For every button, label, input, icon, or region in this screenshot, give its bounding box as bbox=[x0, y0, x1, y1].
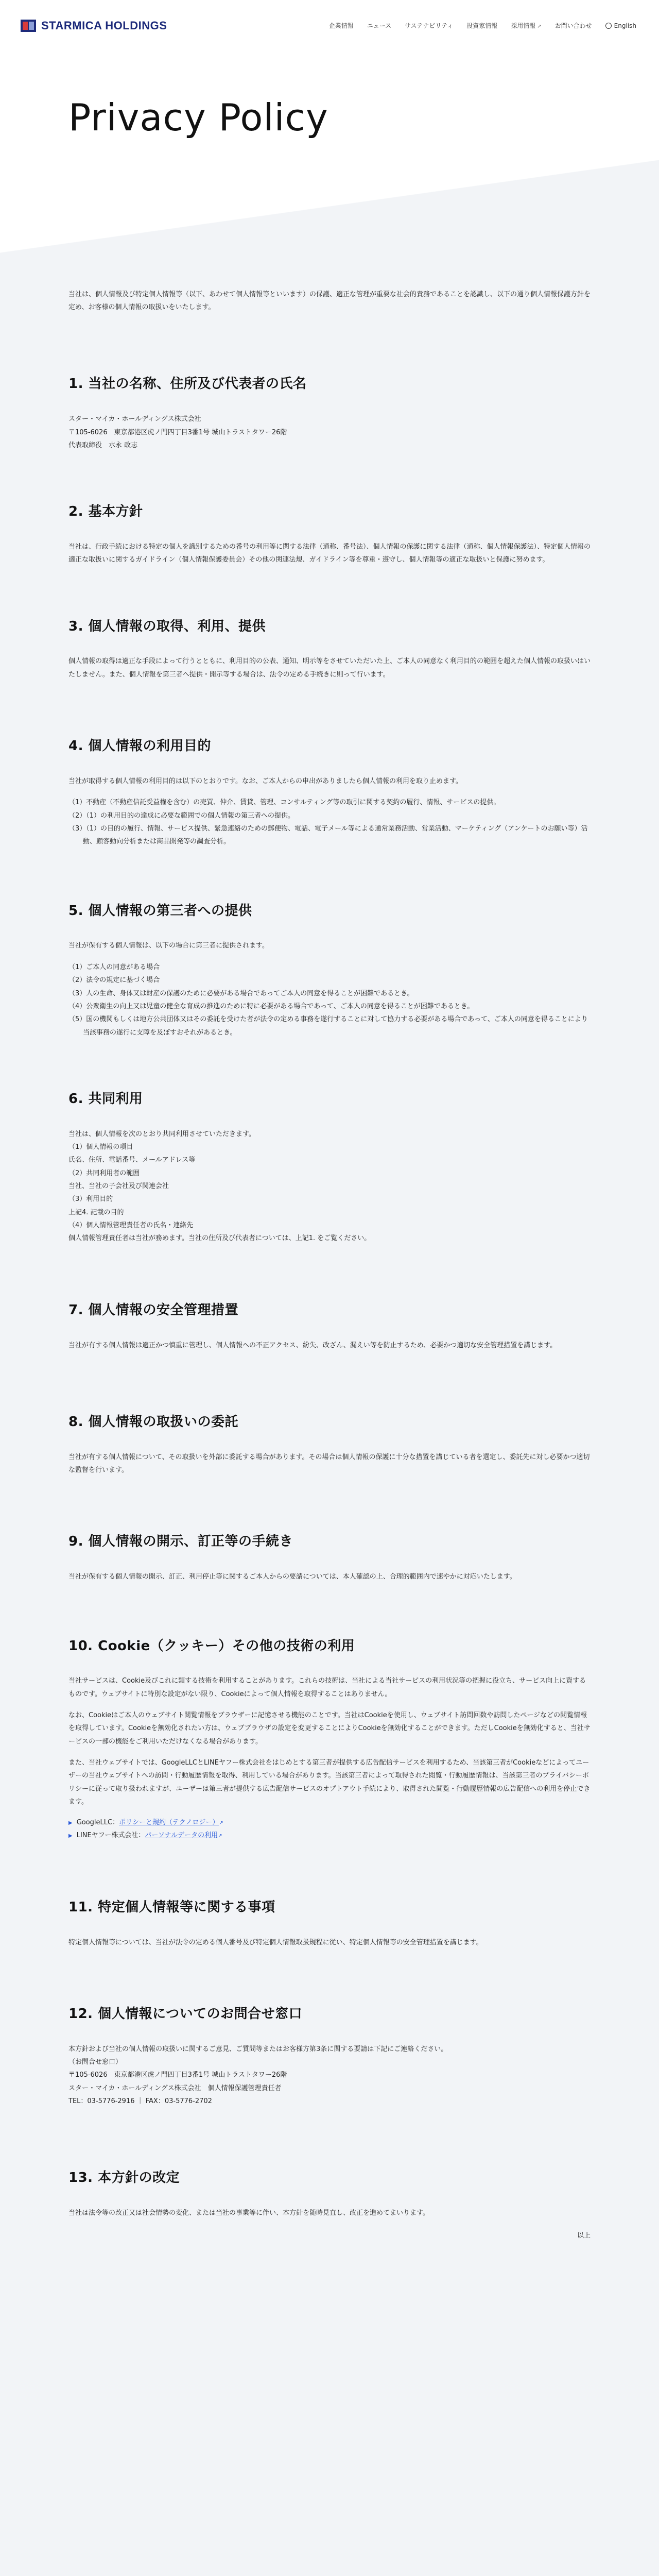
section-title: 4. 個人情報の利用目的 bbox=[68, 738, 212, 754]
arrow-right-icon: ▶ bbox=[68, 1833, 73, 1839]
section-paragraph: 当社は、行政手続における特定の個人を識別するための番号の利用等に関する法律（通称、番号法）、個人情報の保護に関する法律（通称、個人情報保護法）、特定個人情報の適正な取扱いに関するガイドライン（個人情報保護委員会）その他の関連法規、ガイドライン等を尊重・遵守し、個人情報等の適正な取扱いと保護に努めます。 bbox=[68, 543, 591, 564]
policy-section bbox=[68, 2006, 591, 2108]
nav-ir[interactable]: 投資家情報 bbox=[466, 22, 498, 29]
section-paragraph: 当社が保有する個人情報は、以下の場合に第三者に提供されます。 bbox=[68, 942, 269, 950]
section-paragraph: 個人情報の取得は適正な手段によって行うとともに、利用目的の公表、通知、明示等をさせていただいた上、ご本人の同意なく利用目的の範囲を超えた個人情報の取扱いはいたしません。また、個人情報を第三者へ提供・開示等する場合は、法令の定める手続きに則って行います。 bbox=[68, 657, 591, 679]
logo-text: STARMICA HOLDINGS bbox=[41, 19, 167, 32]
section-paragraph: （4）個人情報管理責任者の氏名・連絡先 bbox=[68, 1222, 194, 1230]
section-title: 7. 個人情報の安全管理措置 bbox=[68, 1302, 239, 1318]
section-paragraph: スター・マイカ・ホールディングス株式会社 個人情報保護管理責任者 bbox=[68, 2084, 282, 2092]
section-paragraph: なお、Cookieはご本人のウェブサイト閲覧情報をブラウザーに記憶させる機能のことです。当社はCookieを使用し、ウェブサイト訪問回数や訪問したページなどの閲覧情報を取得しています。Cookieを無効化されたい方は、ウェブブラウザの設定を変更することによりCookieを無効化することができます。ただしCookieを無効化すると、当社サービスの一部の機能をご利用いただけなくなる場合があります。 bbox=[68, 1711, 591, 1745]
policy-section bbox=[68, 738, 591, 849]
section-paragraph: 特定個人情報等については、当社が法令の定める個人番号及び特定個人情報取扱規程に従い、特定個人情報等の安全管理措置を講じます。 bbox=[68, 1938, 483, 1946]
nav-contact[interactable]: お問い合わせ bbox=[554, 22, 592, 29]
site-header bbox=[0, 0, 659, 52]
nav-sustainability[interactable]: サステナビリティ bbox=[405, 22, 454, 29]
section-paragraph: （3）利用目的 bbox=[68, 1195, 113, 1204]
section-paragraph: 本方針および当社の個人情報の取扱いに関するご意見、ご質問等またはお客様方第3条に関する要請は下記にご連絡ください。 bbox=[68, 2045, 448, 2053]
policy-section bbox=[68, 1899, 591, 1949]
arrow-right-icon: ▶ bbox=[68, 1820, 73, 1826]
list-item: （1）不動産（不動産信託受益権を含む）の売買、仲介、賃貸、管理、コンサルティング等の取引に関する契約の履行、情報、サービスの提供。 bbox=[68, 799, 500, 807]
policy-section bbox=[68, 903, 591, 1039]
section-paragraph: TEL：03-5776-2916 ｜ FAX：03-5776-2702 bbox=[68, 2097, 212, 2106]
policy-content bbox=[68, 289, 591, 2242]
section-paragraph: 個人情報管理責任者は当社が務めます。当社の住所及び代表者については、上記1. をご覧ください。 bbox=[68, 1234, 371, 1243]
list-item: （2）（1）の利用目的の達成に必要な範囲での個人情報の第三者への提供。 bbox=[68, 811, 295, 820]
language-label: English bbox=[614, 22, 636, 29]
external-link[interactable]: パーソナルデータの利用 bbox=[145, 1832, 218, 1840]
intro-text: 当社は、個人情報及び特定個人情報等（以下、あわせて個人情報等といいます）の保護、適正な管理が重要な社会的責務であることを認識し、以下の通り個人情報保護方針を定め、お客様の個人情報の取扱いをいたします。 bbox=[68, 291, 591, 311]
policy-section bbox=[68, 2170, 591, 2219]
section-title: 11. 特定個人情報等に関する事項 bbox=[68, 1899, 275, 1915]
external-link-icon: ↗ bbox=[219, 1820, 223, 1826]
section-paragraph: 当社が有する個人情報について、その取扱いを外部に委託する場合があります。その場合は個人情報の保護に十分な措置を講じている者を選定し、委託先に対し必要かつ適切な監督を行います。 bbox=[68, 1453, 590, 1475]
section-paragraph: 当社が取得する個人情報の利用目的は以下のとおりです。なお、ご本人からの申出がありましたら個人情報の利用を取り止めます。 bbox=[68, 777, 462, 785]
section-paragraph: 〒105-6026 東京都港区虎ノ門四丁目3番1号 城山トラストタワー26階 bbox=[68, 2071, 287, 2079]
external-link-icon: ↗ bbox=[537, 23, 542, 29]
section-paragraph: 〒105-6026 東京都港区虎ノ門四丁目3番1号 城山トラストタワー26階 bbox=[68, 428, 287, 436]
external-links bbox=[68, 1817, 591, 1842]
section-paragraph: 当社は法令等の改正又は社会情勢の変化、または当社の事業等に伴い、本方針を随時見直し、改正を進めてまいります。 bbox=[68, 2209, 429, 2217]
section-paragraph: また、当社ウェブサイトでは、GoogleLLCとLINEヤフー株式会社をはじめとする第三者が提供する広告配信サービスを利用するため、当該第三者がCookieなどによってユーザーの当社ウェブサイトへの訪問・行動履歴情報を取得、利用している場合があります。当該第三者によって取得された閲覧・行動履歴情報は、当該第三者のプライバシーポリシーに従って取り扱われますが、ユーザーは第三者が提供する広告配信サービスのオプトアウト手続により、取得された閲覧・行動履歴情報の広告配信への利用を停止できます。 bbox=[68, 1759, 591, 1806]
list-item: （3）人の生命、身体又は財産の保護のために必要がある場合であってご本人の同意を得ることが困難であるとき。 bbox=[68, 989, 414, 997]
list-item: （4）公衆衛生の向上又は児童の健全な育成の推進のために特に必要がある場合であって、ご本人の同意を得ることが困難であるとき。 bbox=[68, 1002, 474, 1010]
closing-note: 以上 bbox=[577, 2231, 591, 2240]
external-link-row bbox=[68, 1829, 591, 1842]
external-link-prefix: GoogleLLC： bbox=[76, 1819, 119, 1827]
nav-news[interactable]: ニュース bbox=[367, 22, 392, 29]
section-title: 2. 基本方針 bbox=[68, 504, 143, 520]
list-item: （3）（1）の目的の履行、情報、サービス提供、緊急連絡のための郵便物、電話、電子メール等による通常業務活動、営業活動、マーケティング（アンケートのお願い等）活動、顧客動向分析または商品開発等の調査分析。 bbox=[68, 825, 588, 846]
policy-section bbox=[68, 618, 591, 681]
policy-section bbox=[68, 1638, 591, 1842]
section-paragraph: （2）共同利用者の範囲 bbox=[68, 1169, 140, 1177]
policy-section bbox=[68, 1091, 591, 1245]
nav-recruit-wrap[interactable] bbox=[511, 21, 541, 31]
external-link-row bbox=[68, 1817, 591, 1829]
nav-company[interactable]: 企業情報 bbox=[328, 22, 354, 29]
section-paragraph: 当社が保有する個人情報の開示、訂正、利用停止等に関するご本人からの要請については、本人確認の上、合理的範囲内で速やかに対応いたします。 bbox=[68, 1573, 516, 1581]
logo-mark-icon bbox=[21, 20, 36, 32]
section-list bbox=[68, 961, 591, 1039]
hero-diagonal-background bbox=[0, 155, 659, 258]
list-item: （1）ご本人の同意がある場合 bbox=[68, 963, 160, 971]
section-title: 3. 個人情報の取得、利用、提供 bbox=[68, 618, 266, 634]
section-paragraph: （1）個人情報の項目 bbox=[68, 1143, 133, 1151]
policy-section bbox=[68, 1533, 591, 1583]
language-switch[interactable] bbox=[605, 21, 636, 31]
logo[interactable] bbox=[21, 16, 167, 36]
external-link-icon: ↗ bbox=[218, 1833, 222, 1839]
section-paragraph: 当社、当社の子会社及び関連会社 bbox=[68, 1182, 169, 1191]
section-list bbox=[68, 796, 591, 848]
policy-section bbox=[68, 1414, 591, 1477]
policy-section bbox=[68, 376, 591, 452]
section-paragraph: （お問合せ窓口） bbox=[68, 2058, 123, 2066]
section-paragraph: 上記4. 記載の目的 bbox=[68, 1208, 124, 1216]
section-paragraph: スター・マイカ・ホールディングス株式会社 bbox=[68, 415, 201, 423]
section-title: 13. 本方針の改定 bbox=[68, 2170, 180, 2186]
page-title: Privacy Policy bbox=[68, 96, 328, 139]
list-item: （2）法令の規定に基づく場合 bbox=[68, 976, 160, 985]
nav-recruit[interactable]: 採用情報 bbox=[511, 22, 536, 29]
section-paragraph: 当社が有する個人情報は適正かつ慎重に管理し、個人情報への不正アクセス、紛失、改ざん、漏えい等を防止するため、必要かつ適切な安全管理措置を講じます。 bbox=[68, 1341, 557, 1349]
section-title: 9. 個人情報の開示、訂正等の手続き bbox=[68, 1534, 293, 1550]
section-title: 1. 当社の名称、住所及び代表者の氏名 bbox=[68, 376, 307, 392]
section-paragraph: 氏名、住所、電話番号、メールアドレス等 bbox=[68, 1156, 196, 1164]
list-item: （5）国の機関もしくは地方公共団体又はその委託を受けた者が法令の定める事務を遂行することに対して協力する必要がある場合であって、ご本人の同意を得ることにより当該事務の遂行に支障を及ぼすおそれがあるとき。 bbox=[68, 1015, 588, 1037]
section-title: 12. 個人情報についてのお問合せ窓口 bbox=[68, 2006, 303, 2022]
section-paragraph: 代表取締役 水永 政志 bbox=[68, 441, 138, 449]
section-paragraph: 当社は、個人情報を次のとおり共同利用させていただきます。 bbox=[68, 1130, 255, 1138]
section-title: 6. 共同利用 bbox=[68, 1091, 143, 1107]
section-title: 8. 個人情報の取扱いの委託 bbox=[68, 1414, 239, 1430]
section-title: 10. Cookie（クッキー）その他の技術の利用 bbox=[68, 1638, 355, 1654]
global-nav bbox=[329, 21, 636, 31]
policy-section bbox=[68, 1302, 591, 1352]
external-link-prefix: LINEヤフー株式会社： bbox=[76, 1832, 145, 1840]
section-paragraph: 当社サービスは、Cookie及びこれに類する技術を利用することがあります。これらの技術は、当社による当社サービスの利用状況等の把握に役立ち、サービス向上に資するものです。ウェブサイトに特別な設定がない限り、Cookieによって個人情報を取得することはありません。 bbox=[68, 1677, 586, 1698]
policy-section bbox=[68, 503, 591, 566]
globe-icon bbox=[605, 23, 612, 29]
section-title: 5. 個人情報の第三者への提供 bbox=[68, 903, 252, 919]
policy-sections bbox=[68, 376, 591, 2219]
external-link[interactable]: ポリシーと規約（テクノロジー） bbox=[119, 1819, 219, 1827]
